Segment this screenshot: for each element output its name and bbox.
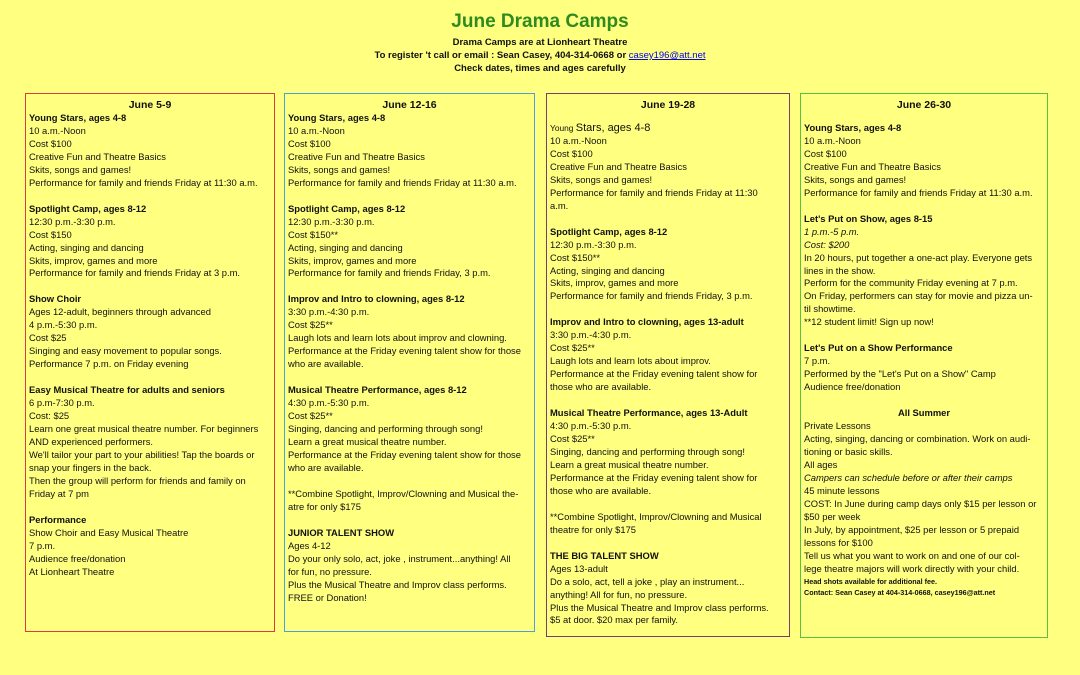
text-line: Cost $150** (550, 251, 601, 263)
section-title: Let's Put on Show, ages 8-15 (804, 212, 933, 224)
section-title: Young Stars, ages 4-8 (29, 112, 127, 123)
text-line: Contact: Sean Casey at 404-314-0668, casey196@att.net (804, 587, 996, 597)
text-line: Cost $25** (288, 319, 333, 331)
text-line: lessons for $100 (804, 536, 873, 548)
section-title: Musical Theatre Performance, ages 8-12 (288, 384, 467, 396)
section-title: Improv and Intro to clowning, ages 13-adult (550, 316, 744, 328)
week-june-19-28 (546, 93, 790, 637)
text-line: 12:30 p.m.-3:30 p.m. (288, 215, 375, 227)
text-line: 3:30 p.m.-4:30 p.m. (288, 306, 370, 318)
text-line: Perform for the community Friday evening at 7 p.m. (804, 277, 1018, 289)
text-line: Performance for family and friends Friday, 3 p.m. (288, 267, 491, 279)
section-title: Spotlight Camp, ages 8-12 (288, 202, 406, 214)
text-line: Ages 13-adult (550, 562, 608, 574)
text-line: 10 a.m.-Noon (29, 124, 86, 136)
section-title: Spotlight Camp, ages 8-12 (29, 202, 147, 214)
text-line: Skits, songs and games! (288, 163, 391, 175)
text-line: At Lionheart Theatre (29, 565, 115, 577)
text-line: anything! All for fun, no pressure. (550, 588, 688, 600)
text-line: Learn a great musical theatre number. (288, 435, 447, 447)
text-line: Performance 7 p.m. on Friday evening (29, 358, 189, 370)
text-line: Creative Fun and Theatre Basics (804, 160, 941, 172)
text-line: **Combine Spotlight, Improv/Clowning and Musical (550, 510, 762, 522)
text-line: Acting, singing and dancing (29, 241, 144, 253)
text-line: Plus the Musical Theatre and Improv class performs. (288, 578, 507, 590)
text-line: Tell us what you want to work on and one of our col- (804, 549, 1020, 561)
text-line: Performance for family and friends Friday, 3 p.m. (550, 290, 753, 302)
text-line: All ages (804, 458, 838, 470)
text-line: 4:30 p.m.-5:30 p.m. (288, 397, 370, 409)
title-rest: Stars, ages 4-8 (575, 122, 651, 134)
text-line: Campers can schedule before or after their camps (804, 471, 1013, 483)
text-line: Cost $100 (29, 137, 72, 149)
text-line: Head shots available for additional fee. (804, 576, 938, 586)
text-line: 12:30 p.m.-3:30 p.m. (29, 215, 116, 227)
text-line: 45 minute lessons (804, 484, 880, 496)
text-line: Do your only solo, act, joke , instrument...anything! All (288, 552, 511, 564)
text-line: those who are available. (550, 381, 652, 393)
text-line: Performance at the Friday evening talent show for (550, 471, 758, 483)
text-line: Audience free/donation (29, 552, 126, 564)
text-line: $5 at door. $20 max per family. (550, 614, 679, 626)
text-line: In July, by appointment, $25 per lesson or 5 prepaid (804, 523, 1020, 535)
text-line: FREE or Donation! (288, 591, 367, 603)
section-title: THE BIG TALENT SHOW (550, 549, 659, 561)
text-line: Creative Fun and Theatre Basics (550, 160, 687, 172)
text-line: lege theatre majors will work directly with your child. (804, 562, 1020, 574)
text-line: 3:30 p.m.-4:30 p.m. (550, 329, 632, 341)
text-line: Cost $25** (550, 433, 595, 445)
text-line: 10 a.m.-Noon (288, 124, 345, 136)
text-line: Laugh lots and learn lots about improv and clowning. (288, 332, 507, 344)
week-june-26-30 (800, 93, 1048, 638)
text-line: Audience free/donation (804, 381, 901, 393)
text-line: **12 student limit! Sign up now! (804, 316, 934, 328)
text-line: Cost $25** (550, 342, 595, 354)
register-text: To register 't call or email : Sean Casey, 404-314-0668 or (374, 50, 629, 61)
text-line: 4:30 p.m.-5:30 p.m. (550, 420, 632, 432)
text-line: Ages 12-adult, beginners through advanced (29, 306, 211, 318)
section-title: JUNIOR TALENT SHOW (288, 526, 395, 538)
text-line: atre for only $175 (288, 500, 361, 512)
section-title: Improv and Intro to clowning, ages 8-12 (288, 293, 465, 305)
text-line: Cost $100 (804, 147, 847, 159)
section-title: All Summer (897, 407, 951, 419)
section-title (550, 122, 786, 135)
text-line: Then the group will perform for friends and family on (29, 474, 246, 486)
week-june-12-16 (284, 93, 535, 632)
text-line: Skits, improv, games and more (288, 254, 417, 266)
text-line: Learn a great musical theatre number. (550, 458, 709, 470)
text-line: We'll tailor your part to your abilities! Tap the boards or (29, 448, 255, 460)
text-line: Cost $150 (29, 228, 72, 240)
section-title: Musical Theatre Performance, ages 13-Adult (550, 407, 748, 419)
text-line: Singing and easy movement to popular songs. (29, 345, 222, 357)
text-line: Performance at the Friday evening talent show for (550, 368, 758, 380)
text-line: Ages 4-12 (288, 539, 331, 551)
text-line: Cost: $200 (804, 238, 850, 250)
text-line: Show Choir and Easy Musical Theatre (29, 526, 189, 538)
text-line: Cost $25** (288, 410, 333, 422)
week-june-5-9 (25, 93, 275, 632)
text-line: Performance for family and friends Friday at 11:30 a.m. (29, 176, 258, 188)
text-line: Skits, improv, games and more (29, 254, 158, 266)
section-title: Let's Put on a Show Performance (804, 342, 953, 354)
text-line: Performance for family and friends Friday at 11:30 a.m. (288, 176, 517, 188)
text-line: 12:30 p.m.-3:30 p.m. (550, 238, 637, 250)
text-line: Acting, singing, dancing or combination. Work on audi- (804, 433, 1031, 445)
text-line: 6 p.m-7:30 p.m. (29, 397, 95, 409)
text-line: who are available. (288, 358, 364, 370)
section-title: Show Choir (29, 293, 82, 305)
text-line: Do a solo, act, tell a joke , play an instrument... (550, 575, 745, 587)
text-line: Plus the Musical Theatre and Improv class performs. (550, 601, 769, 613)
page-header (0, 10, 1080, 75)
text-line: **Combine Spotlight, Improv/Clowning and Musical the- (288, 487, 519, 499)
text-line: a.m. (550, 199, 569, 211)
text-line: Cost: $25 (29, 410, 70, 422)
text-line: 10 a.m.-Noon (550, 134, 607, 146)
text-line: AND experienced performers. (29, 435, 154, 447)
column-heading: June 19-28 (640, 99, 696, 111)
page-title: June Drama Camps (451, 11, 629, 32)
text-line: Acting, singing and dancing (550, 264, 665, 276)
text-line: Cost $100 (550, 147, 593, 159)
text-line: Cost $100 (288, 137, 331, 149)
section-title: Performance (29, 513, 87, 525)
text-line: Creative Fun and Theatre Basics (29, 150, 166, 162)
text-line: COST: In June during camp days only $15 per lesson or (804, 497, 1037, 509)
location-line: Drama Camps are at Lionheart Theatre (452, 37, 628, 48)
text-line: til showtime. (804, 303, 856, 315)
section-title: Young Stars, ages 4-8 (804, 122, 902, 133)
text-line: 10 a.m.-Noon (804, 134, 861, 146)
section-title: Young Stars, ages 4-8 (288, 112, 386, 123)
check-dates-line: Check dates, times and ages carefully (454, 63, 626, 74)
text-line: those who are available. (550, 484, 652, 496)
text-line: Performance for family and friends Friday at 3 p.m. (29, 267, 241, 279)
text-line: Cost $150** (288, 228, 339, 240)
text-line: 7 p.m. (29, 539, 56, 551)
column-heading: June 5-9 (128, 99, 172, 111)
text-line: for fun, no pressure. (288, 565, 372, 577)
text-line: 7 p.m. (804, 355, 831, 367)
text-line: Performance at the Friday evening talent show for those (288, 345, 521, 357)
text-line: lines in the show. (804, 264, 876, 276)
text-line: Skits, songs and games! (804, 173, 907, 185)
text-line: Skits, songs and games! (29, 163, 132, 175)
text-line: 1 p.m.-5 p.m. (804, 225, 860, 237)
title-prefix: Young (550, 123, 576, 133)
text-line: Singing, dancing and performing through song! (550, 445, 745, 457)
email-link[interactable]: casey196@att.net (628, 50, 706, 61)
text-line: $50 per week (804, 510, 861, 522)
text-line: Private Lessons (804, 420, 871, 432)
text-line: Performance at the Friday evening talent show for those (288, 448, 521, 460)
register-line (0, 49, 1080, 62)
text-line: Learn one great musical theatre number. For beginners (29, 423, 259, 435)
text-line: theatre for only $175 (550, 523, 636, 535)
text-line: snap your fingers in the back. (29, 461, 152, 473)
text-line: In 20 hours, put together a one-act play. Everyone gets (804, 251, 1033, 263)
text-line: Acting, singing and dancing (288, 241, 403, 253)
column-heading: June 26-30 (896, 99, 952, 111)
text-line: Cost $25 (29, 332, 67, 344)
text-line: Skits, songs and games! (550, 173, 653, 185)
section-title: Spotlight Camp, ages 8-12 (550, 225, 668, 237)
column-heading: June 12-16 (382, 99, 437, 111)
text-line: Friday at 7 pm (29, 487, 89, 499)
section-title: Easy Musical Theatre for adults and seniors (29, 384, 225, 396)
text-line: Performance for family and friends Friday at 11:30 (550, 186, 758, 198)
text-line: Singing, dancing and performing through song! (288, 423, 483, 435)
text-line: Performed by the "Let's Put on a Show" Camp (804, 368, 996, 380)
text-line: who are available. (288, 461, 364, 473)
text-line: tioning or basic skills. (804, 445, 893, 457)
text-line: Creative Fun and Theatre Basics (288, 150, 425, 162)
text-line: On Friday, performers can stay for movie and pizza un- (804, 290, 1033, 302)
text-line: Performance for family and friends Friday at 11:30 a.m. (804, 186, 1033, 198)
text-line: 4 p.m.-5:30 p.m. (29, 319, 98, 331)
text-line: Skits, improv, games and more (550, 277, 679, 289)
text-line: Laugh lots and learn lots about improv. (550, 355, 711, 367)
